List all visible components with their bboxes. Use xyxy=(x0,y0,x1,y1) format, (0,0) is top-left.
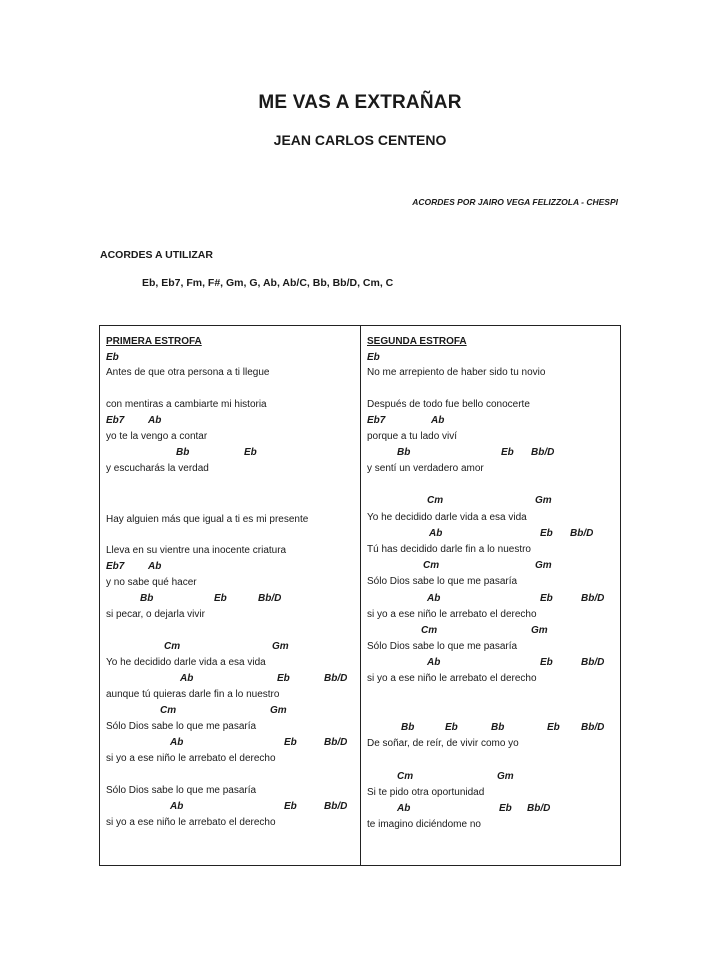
lyric-line: te imagino diciéndome no xyxy=(367,819,481,830)
chord: Ab xyxy=(431,415,445,426)
chord: Bb/D xyxy=(324,737,348,748)
lyric-line: No me arrepiento de haber sido tu novio xyxy=(367,367,546,378)
chord: Bb xyxy=(176,447,190,458)
lyric-line: Yo he decidido darle vida a esa vida xyxy=(367,512,527,523)
lyric-line: y no sabe qué hacer xyxy=(106,577,197,588)
chord: Ab xyxy=(148,561,162,572)
chord: Ab xyxy=(148,415,162,426)
chord: Gm xyxy=(272,641,289,652)
chord: Bb/D xyxy=(570,528,594,539)
lyric-line: con mentiras a cambiarte mi historia xyxy=(106,399,267,410)
chord: Cm xyxy=(164,641,181,652)
song-title: ME VAS A EXTRAÑAR xyxy=(258,92,462,113)
chord: Gm xyxy=(270,705,287,716)
chord: Bb/D xyxy=(581,657,605,668)
chords-heading: ACORDES A UTILIZAR xyxy=(100,249,213,261)
chord: Cm xyxy=(160,705,177,716)
lyric-line: Yo he decidido darle vida a esa vida xyxy=(106,657,266,668)
chord: Cm xyxy=(423,560,440,571)
lyric-line: aunque tú quieras darle fin a lo nuestro xyxy=(106,689,280,700)
chord: Cm xyxy=(427,495,444,506)
chord: Bb/D xyxy=(258,593,282,604)
lyric-line: si yo a ese niño le arrebato el derecho xyxy=(367,609,537,620)
chord: Bb/D xyxy=(324,801,348,812)
chord: Ab xyxy=(397,803,411,814)
chord: Ab xyxy=(180,673,194,684)
lyric-line: si pecar, o dejarla vivir xyxy=(106,609,205,620)
chord: Eb xyxy=(540,657,553,668)
lyric-line: Sólo Dios sabe lo que me pasaría xyxy=(106,785,257,796)
chord: Bb xyxy=(397,447,411,458)
chord: Eb xyxy=(214,593,227,604)
chord: Bb/D xyxy=(581,593,605,604)
chord: Eb xyxy=(284,737,297,748)
lyric-line: Hay alguien más que igual a ti es mi presente xyxy=(106,514,309,525)
artist-name: JEAN CARLOS CENTENO xyxy=(273,132,447,148)
lyric-line: Después de todo fue bello conocerte xyxy=(367,399,530,410)
right-column-heading: SEGUNDA ESTROFA xyxy=(367,336,467,347)
lyric-line: Si te pido otra oportunidad xyxy=(367,787,485,798)
chord: Eb xyxy=(540,528,553,539)
chord: Gm xyxy=(535,560,552,571)
lyric-line: si yo a ese niño le arrebato el derecho xyxy=(367,673,537,684)
chord: Ab xyxy=(427,657,441,668)
chord: Bb xyxy=(140,593,154,604)
chord: Eb xyxy=(445,722,458,733)
chord: Eb7 xyxy=(106,415,125,426)
chord: Bb/D xyxy=(581,722,605,733)
chord: Eb xyxy=(244,447,257,458)
left-column-heading: PRIMERA ESTROFA xyxy=(106,336,202,347)
chord: Eb xyxy=(540,593,553,604)
chord: Bb xyxy=(401,722,415,733)
chord: Eb xyxy=(367,352,380,363)
lyric-line: y sentí un verdadero amor xyxy=(367,463,484,474)
lyric-line: yo te la vengo a contar xyxy=(106,431,208,442)
chord: Eb xyxy=(106,352,119,363)
chord: Eb xyxy=(547,722,560,733)
chord: Ab xyxy=(170,801,184,812)
chord: Bb/D xyxy=(324,673,348,684)
lyric-line: Sólo Dios sabe lo que me pasaría xyxy=(106,721,257,732)
chords-list: Eb, Eb7, Fm, F#, Gm, G, Ab, Ab/C, Bb, Bb/D, Cm, C xyxy=(142,277,394,289)
chord: Bb/D xyxy=(527,803,551,814)
lyric-line: Lleva en su vientre una inocente criatura xyxy=(106,545,287,556)
chord: Bb/D xyxy=(531,447,555,458)
chord: Eb xyxy=(501,447,514,458)
chord: Eb xyxy=(499,803,512,814)
lyric-line: si yo a ese niño le arrebato el derecho xyxy=(106,817,276,828)
chord: Eb7 xyxy=(367,415,386,426)
lyric-line: Sólo Dios sabe lo que me pasaría xyxy=(367,641,518,652)
lyric-line: Tú has decidido darle fin a lo nuestro xyxy=(367,544,531,555)
chord: Gm xyxy=(531,625,548,636)
column-divider xyxy=(360,325,361,866)
lyric-line: De soñar, de reír, de vivir como yo xyxy=(367,738,519,749)
credits-line: ACORDES POR JAIRO VEGA FELIZZOLA - CHESPI xyxy=(412,197,618,207)
lyric-line: Antes de que otra persona a ti llegue xyxy=(106,367,270,378)
chord: Cm xyxy=(421,625,438,636)
chord: Ab xyxy=(429,528,443,539)
chord: Gm xyxy=(535,495,552,506)
chord: Ab xyxy=(427,593,441,604)
chord: Gm xyxy=(497,771,514,782)
chord: Ab xyxy=(170,737,184,748)
lyric-line: si yo a ese niño le arrebato el derecho xyxy=(106,753,276,764)
lyric-line: Sólo Dios sabe lo que me pasaría xyxy=(367,576,518,587)
chord: Bb xyxy=(491,722,505,733)
chord: Cm xyxy=(397,771,414,782)
chord: Eb xyxy=(284,801,297,812)
chord: Eb7 xyxy=(106,561,125,572)
lyric-line: porque a tu lado viví xyxy=(367,431,458,442)
lyric-line: y escucharás la verdad xyxy=(106,463,209,474)
chord: Eb xyxy=(277,673,290,684)
